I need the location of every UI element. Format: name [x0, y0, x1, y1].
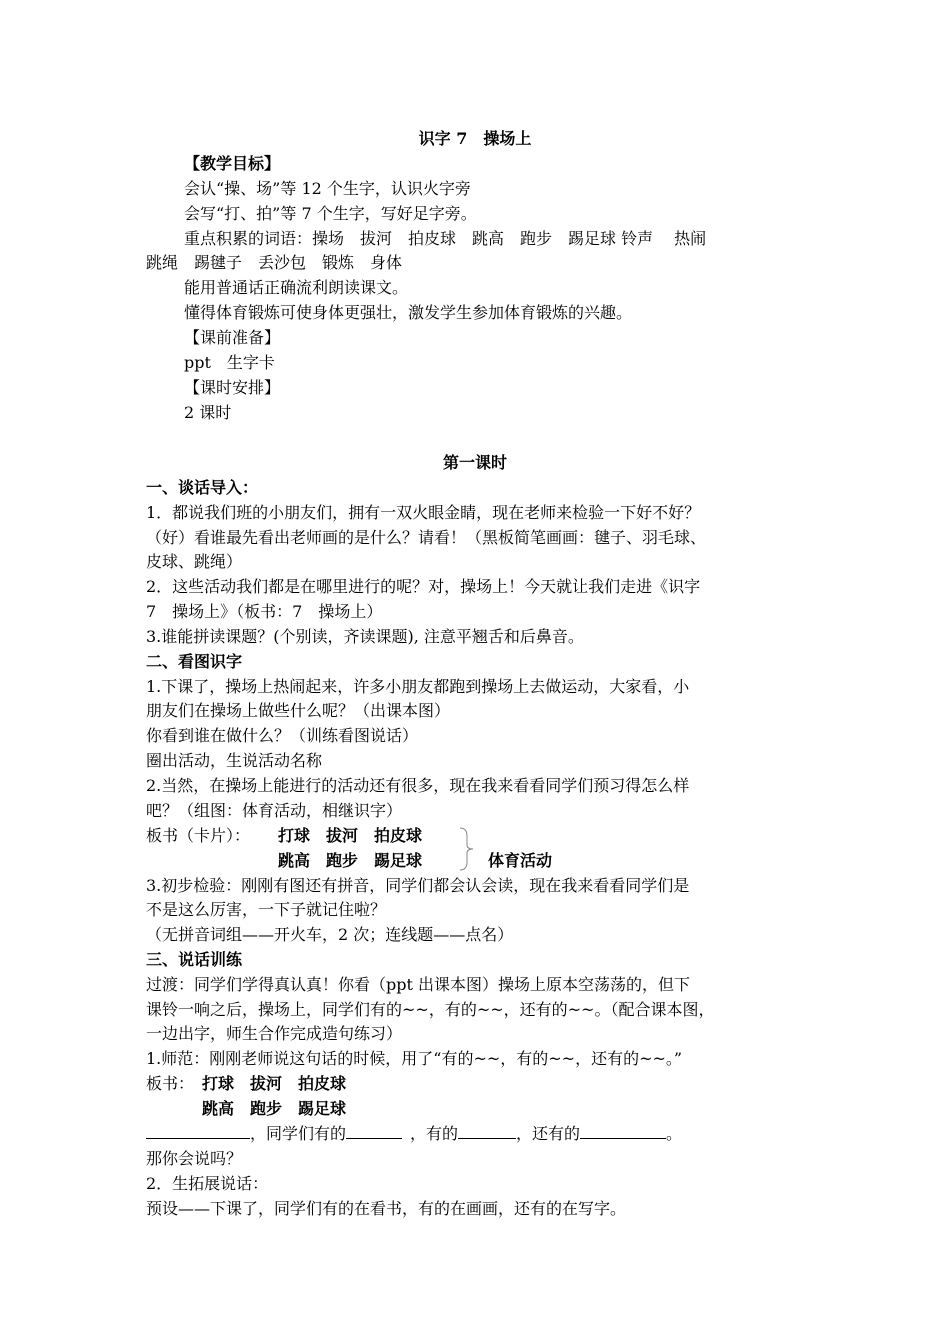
paragraph-line: 课铃一响之后，操场上，同学们有的~~，有的~~，还有的~~。（配合课本图， [146, 1000, 715, 1019]
section-heading: 一、谈话导入： [146, 478, 259, 497]
fill-text: ，有的 [410, 1124, 459, 1143]
fill-text: ，同学们有的 [250, 1124, 347, 1143]
board-label: 板书： [146, 1074, 195, 1093]
paragraph-line: 不是这么厉害，一下子就记住啦？ [146, 900, 387, 919]
blank-line [580, 1122, 666, 1139]
objective-line: 会写“打、拍”等 7 个生字，写好足字旁。 [184, 204, 477, 223]
objective-line: 重点积累的词语：操场 拔河 拍皮球 跳高 跑步 踢足球 铃声 热闹 [184, 229, 707, 248]
paragraph-line: （好）看谁最先看出老师画的是什么？请看！（黑板简笔画画：毽子、羽毛球、 [146, 528, 707, 547]
objective-line: 跳绳 踢毽子 丢沙包 锻炼 身体 [146, 253, 403, 272]
blank-line [146, 1122, 250, 1139]
section-heading: 三、说话训练 [146, 950, 243, 969]
paragraph-line: 预设——下课了，同学们有的在看书，有的在画画，还有的在写字。 [146, 1199, 627, 1218]
paragraph-line: 1.师范：刚刚老师说这句话的时候，用了“有的~~，有的~~，还有的~~。” [146, 1049, 683, 1068]
brace-icon [458, 826, 476, 872]
board-row: 打球 拔河 拍皮球 [278, 826, 423, 845]
paragraph-line: 2．这些活动我们都是在哪里进行的呢？对，操场上！今天就让我们走进《识字 [146, 577, 701, 596]
paragraph-line: 朋友们在操场上做些什么呢？（出课本图） [146, 701, 451, 720]
section-heading: 二、看图识字 [146, 652, 243, 671]
paragraph-line: （无拼音词组——开火车，2 次；连线题——点名） [146, 925, 514, 944]
doc-title: 识字 7 操场上 [418, 129, 532, 148]
objective-line: 会认“操、场”等 12 个生字，认识火字旁 [184, 179, 471, 198]
paragraph-line: 7 操场上》（板书：7 操场上） [146, 602, 383, 621]
board-row: 跳高 跑步 踢足球 [278, 851, 423, 870]
fill-in-sentence [146, 1122, 682, 1146]
board-row: 打球 拔河 拍皮球 [202, 1074, 347, 1093]
lesson-title: 第一课时 [442, 453, 507, 472]
paragraph-line: 圈出活动，生说活动名称 [146, 751, 323, 770]
paragraph-line: 你看到谁在做什么？（训练看图说话） [146, 726, 419, 745]
paragraph-line: 3.谁能拼读课题？(个别读，齐读课题), 注意平翘舌和后鼻音。 [146, 627, 584, 646]
paragraph-line: 3.初步检验：刚刚有图还有拼音，同学们都会认会读，现在我来看看同学们是 [146, 876, 690, 895]
blank-line [458, 1122, 516, 1139]
objectives-heading: 【教学目标】 [184, 154, 281, 173]
paragraph-line: 皮球、跳绳） [146, 552, 243, 571]
paragraph-line: 吧？（组图：体育活动，相继识字） [146, 801, 403, 820]
preparation-heading: 【课前准备】 [184, 328, 281, 347]
paragraph-line: 那你会说吗？ [146, 1149, 243, 1168]
fill-text: ，还有的 [516, 1124, 581, 1143]
paragraph-line: 2．生拓展说话： [146, 1174, 269, 1193]
paragraph-line: 一边出字，师生合作完成造句练习） [146, 1024, 403, 1043]
board-group-label: 体育活动 [488, 851, 553, 870]
paragraph-line: 过渡：同学们学得真认真！你看（ppt 出课本图）操场上原本空荡荡的，但下 [146, 975, 691, 994]
schedule-heading: 【课时安排】 [184, 378, 281, 397]
paragraph-line: 1.下课了，操场上热闹起来，许多小朋友都跑到操场上去做运动，大家看，小 [146, 677, 690, 696]
objective-line: 懂得体育锻炼可使身体更强壮，激发学生参加体育锻炼的兴趣。 [184, 303, 633, 322]
board-row: 跳高 跑步 踢足球 [202, 1099, 347, 1118]
board-label: 板书（卡片）： [146, 826, 251, 845]
fill-text: 。 [666, 1124, 683, 1143]
schedule-text: 2 课时 [184, 403, 232, 422]
blank-line [346, 1122, 402, 1139]
objective-line: 能用普通话正确流利朗读课文。 [184, 278, 409, 297]
preparation-text: ppt 生字卡 [184, 353, 275, 372]
paragraph-line: 2.当然，在操场上能进行的活动还有很多，现在我来看看同学们预习得怎么样 [146, 776, 690, 795]
paragraph-line: 1．都说我们班的小朋友们，拥有一双火眼金睛，现在老师来检验一下好不好？ [146, 503, 701, 522]
